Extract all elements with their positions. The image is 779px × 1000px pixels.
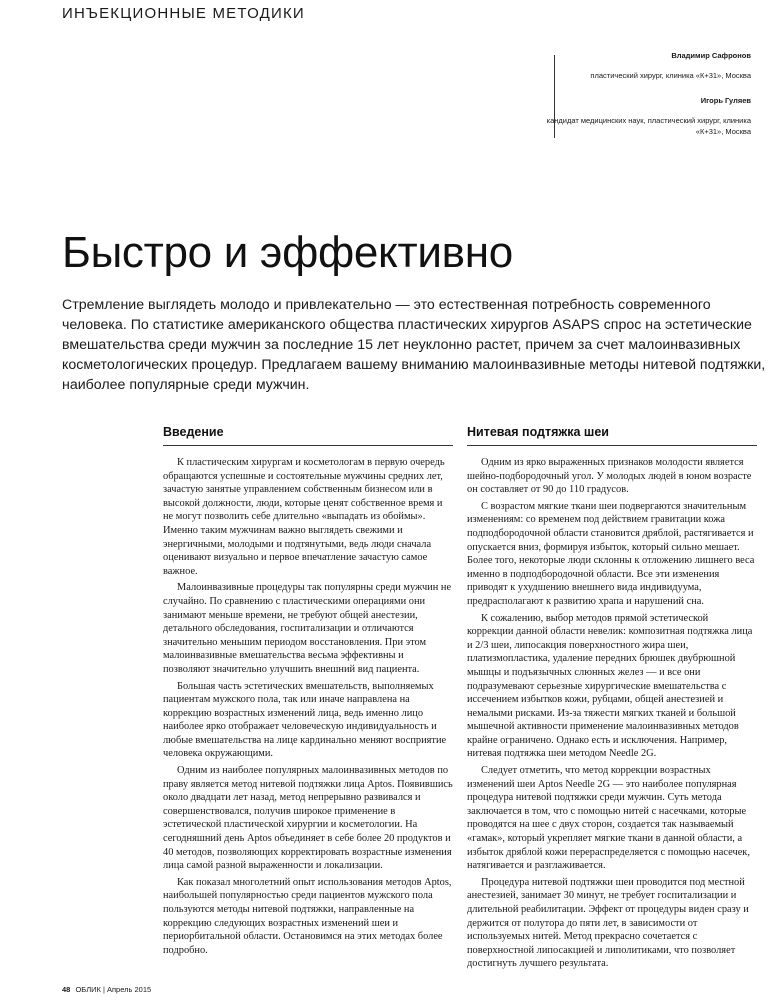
author-role: пластический хирург, клиника «К+31», Москва (590, 71, 751, 80)
body-paragraph: Процедура нитевой подтяжки шеи проводится под местной анестезией, занимает 30 минут, не требует госпитализации и длительной реабилитации. Эффект от процедуры виден сразу и держится от полутора до пяти лет, в зависимости от используемых нитей. Метод прекрасно сочетается с поверхностной липосакцией и липолитиками, что позволяет достигнуть лучшего результата. (467, 876, 749, 970)
body-paragraph: Следует отметить, что метод коррекции возрастных изменений шеи Aptos Needle 2G — это наиболее популярная процедура нитевой подтяжки среди мужчин. Суть метода заключается в том, что с помощью нитей с насечками, которые проводятся на шее с двух сторон, создается так называемый «гамак», который укрепляет мягкие ткани в данной области, а избыток дряблой кожи перераспределяется с помощью насечек, натягивается и разглаживается. (467, 765, 750, 872)
publication-info: ОБЛИК | Апрель 2015 (75, 985, 152, 994)
body-paragraph: Малоинвазивные процедуры так популярны среди мужчин не случайно. По сравнению с пластическими операциями они занимают меньше времени, не требуют общей анестезии, детального обследования, госпитализации и отличаются значительно меньшим периодом восстановления. При этом малоинвазивные вмешательства весьма эффективны и позволяют значительно улучшить внешний вид пациента. (163, 582, 452, 675)
section-label: ИНЪЕКЦИОННЫЕ МЕТОДИКИ (62, 5, 305, 22)
body-paragraph: К сожалению, выбор методов прямой эстетической коррекции данной области невелик: композитная подтяжка лица и 2/3 шеи, липосакция поверхностного жира шеи, платизмопластика, удаление передних брюшек двубрюшной мышцы и подъязычных слюнных желез — и все они подразумевают серьезные хирургические вмешательства с иссечением избытков кожи, рубцами, общей анестезией и немалыми рисками. Из-за тяжести мягких тканей и большой мышечной активности применение малоинвазивных методов крайне ограничено. Однако есть и исключения. Например, нитевая подтяжка шеи методом Needle 2G. (467, 612, 753, 760)
body-paragraph: Большая часть эстетических вмешательств, выполняемых пациентам мужского пола, так или иначе направлена на коррекцию возрастных изменений лица, ведь именно лицо наиболее ярко отображает человеческую индивидуальность и любые вмешательства на лице кардинально меняют восприятие человека окружающими. (163, 680, 447, 760)
body-paragraph: Одним из ярко выраженных признаков молодости является шейно-подбородочный угол. У молодых людей в юном возрасте он составляет от 90 до 110 градусов. (467, 457, 752, 496)
left-column (163, 425, 453, 960)
article-title: Быстро и эффективно (62, 228, 513, 277)
body-paragraph: К пластическим хирургам и косметологам в первую очередь обращаются успешные и состоятельные мужчины средних лет, зачастую занятые управлением собственным бизнесом или в высокой должности, люди, которые ценят собственное время и не могут позволить себе длительно «выпадать из обоймы». Именно таким мужчинам важно выглядеть свежими и энергичными, молодыми и подтянутыми, ведь люди сначала оценивают визуально и первое впечатление зачастую самое важное. (163, 457, 445, 577)
author-role: кандидат медицинских наук, пластический хирург, клиника «К+31», Москва (546, 116, 751, 136)
body-paragraph: Одним из наиболее популярных малоинвазивных методов по праву является метод нитевой подтяжки лица Aptos. Появившись около двадцати лет назад, метод непрерывно развивался и совершенствовался, получив широкое применение в эстетической пластической хирургии и косметологии. На сегодняшний день Aptos объединяет в себе более 20 продуктов и 40 методов, позволяющих корректировать возрастные изменения лица самой разной выраженности и локализации. (163, 765, 453, 872)
author-name: Владимир Сафронов (671, 51, 751, 60)
author-name: Игорь Гуляев (700, 96, 751, 105)
body-paragraph: С возрастом мягкие ткани шеи подвергаются значительным изменениям: со временем под действием гравитации кожа подподбородочной области становится дряблой, растягивается и опускается вниз, формируя избыток, который сильно мешает. Более того, некоторые люди склонны к отложению лишнего веса именно в подподбородочной области. Все эти изменения приводят к ухудшению внешнего вида индивидуума, предрасполагают к развитию храпа и нарушений сна. (467, 500, 755, 607)
right-column (467, 425, 757, 974)
body-paragraph: Как показал многолетний опыт использования методов Aptos, наибольшей популярностью среди пациентов мужского пола пользуются методы нитевой подтяжки, направленные на коррекцию следующих возрастных изменений шеи и периорбитальной области. Остановимся на этих методах более подробно. (163, 876, 452, 956)
page-footer (62, 985, 151, 994)
author-block (491, 50, 751, 151)
page-number: 48 (62, 985, 71, 994)
section-heading-neck-lift: Нитевая подтяжка шеи (467, 425, 757, 446)
section-heading-intro: Введение (163, 425, 453, 446)
article-lead: Стремление выглядеть молодо и привлекательно — это естественная потребность современного человека. По статистике американского общества пластических хирургов ASAPS спрос на эстетические вмешательства среди мужчин за последние 15 лет неуклонно растет, причем за счет малоинвазивных косметологических процедур. Предлагаем вашему вниманию малоинвазивные методы нитевой подтяжки, наиболее популярные среди мужчин. (62, 297, 766, 393)
